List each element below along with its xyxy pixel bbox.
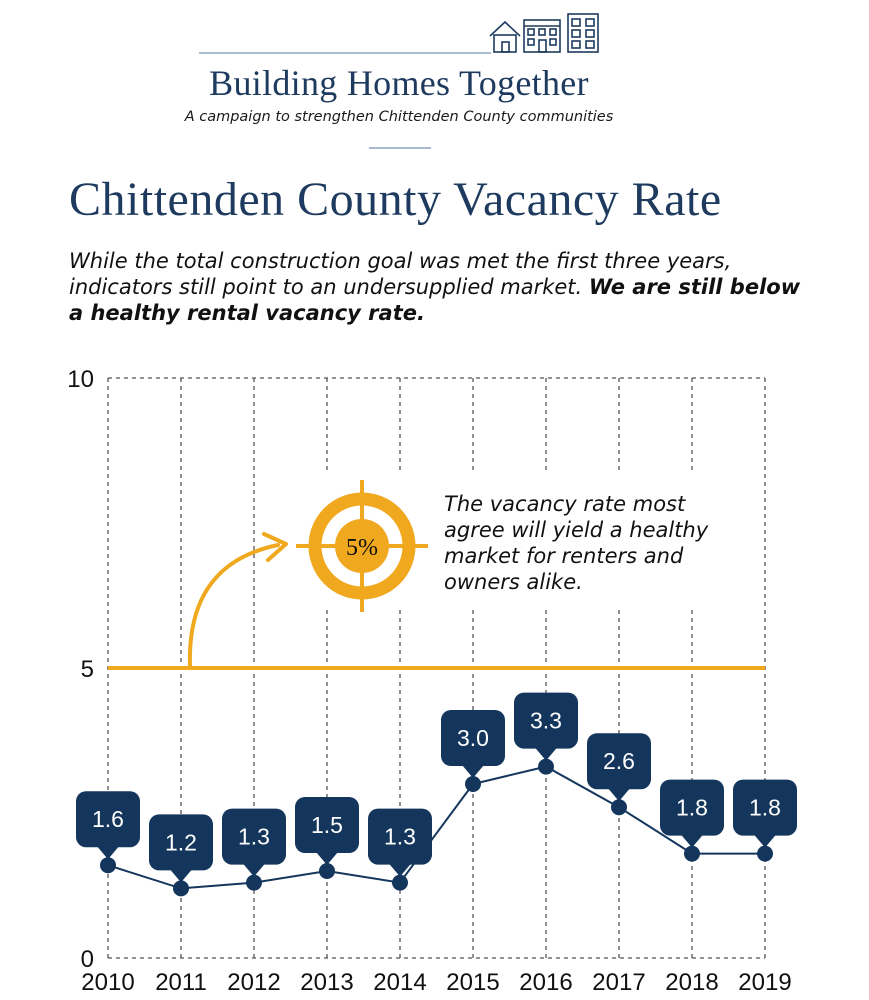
data-label: 1.3 [238,823,270,850]
x-tick-label: 2011 [155,969,207,996]
data-label-pointer [754,835,776,848]
y-tick-label: 10 [67,366,94,393]
data-label: 3.0 [457,725,489,751]
x-tick-label: 2013 [300,969,354,996]
target-icon [296,480,428,612]
target-label: 5% [346,535,378,561]
data-point [173,880,189,896]
data-point [538,759,554,775]
data-label: 1.5 [311,812,343,838]
data-label: 1.3 [384,823,416,850]
y-tick-label: 5 [80,656,94,683]
data-label-pointer [97,846,119,859]
x-tick-label: 2017 [592,969,646,996]
x-tick-label: 2019 [738,969,792,996]
data-point [319,863,335,879]
annotation-arrow [190,545,278,666]
x-tick-label: 2016 [519,969,573,996]
x-tick-label: 2014 [373,969,427,996]
brand-title: Building Homes Together [209,63,589,103]
data-point [392,875,408,891]
data-label-pointer [170,869,192,882]
page-title: Chittenden County Vacancy Rate [69,173,722,226]
data-point [611,799,627,815]
x-tick-label: 2012 [227,969,281,996]
data-point [246,875,262,891]
brand-tagline: A campaign to strengthen Chittenden County communities [184,109,614,125]
data-label: 1.8 [749,794,781,821]
data-label-pointer [243,864,265,877]
intro-plain: While the total construction goal was met the first three years, indicators still point to an undersupplied market. [69,249,732,299]
data-label-pointer [462,765,484,778]
annotation-text: The vacancy rate most agree will yield a healthy market for renters and owners alike. [444,492,709,594]
data-label: 1.2 [165,829,197,856]
x-tick-label: 2018 [665,969,719,996]
data-label: 1.8 [676,794,708,821]
data-point [684,846,700,862]
x-tick-label: 2015 [446,969,500,996]
data-point [465,776,481,792]
data-label: 1.6 [92,806,124,833]
data-label: 3.3 [530,707,562,734]
data-label-pointer [608,788,630,801]
data-label-pointer [535,748,557,761]
intro-bold: We are still below a healthy rental vacancy rate. [69,275,801,325]
data-label: 2.6 [603,748,635,775]
data-label-pointer [389,864,411,877]
data-point [757,846,773,862]
data-label-pointer [681,835,703,848]
data-label-pointer [316,852,338,865]
data-point [100,857,116,873]
x-tick-label: 2010 [81,969,135,996]
y-tick-label: 0 [80,946,94,973]
